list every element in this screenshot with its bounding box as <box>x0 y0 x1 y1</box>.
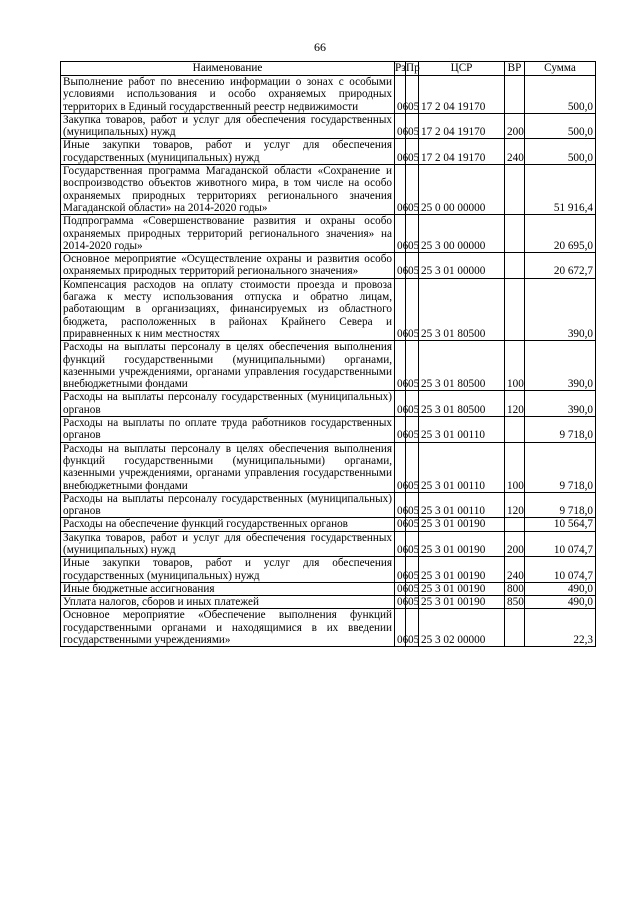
table-row <box>61 492 596 518</box>
cell-rz: 06 <box>395 596 406 609</box>
cell-pr: 05 <box>406 278 419 340</box>
cell-name: Иные закупки товаров, работ и услуг для обеспечения государственных (муниципальных) нужд <box>61 557 395 583</box>
cell-rz: 06 <box>395 76 406 114</box>
cell-pr: 05 <box>406 341 419 391</box>
cell-sum: 500,0 <box>525 113 596 139</box>
cell-vr: 800 <box>505 582 525 595</box>
cell-pr: 05 <box>406 76 419 114</box>
cell-sum: 22,3 <box>525 609 596 647</box>
cell-sum: 10 074,7 <box>525 557 596 583</box>
cell-name: Закупка товаров, работ и услуг для обеспечения государственных (муниципальных) нужд <box>61 113 395 139</box>
cell-rz: 06 <box>395 253 406 279</box>
cell-rz: 06 <box>395 609 406 647</box>
cell-name: Выполнение работ по внесению информации о зонах с особыми условиями использования и особо охраняемых природных территорих в Единый государственный реестр недвижимости <box>61 76 395 114</box>
cell-vr <box>505 278 525 340</box>
cell-rz: 06 <box>395 492 406 518</box>
table-row <box>61 582 596 595</box>
cell-sum: 20 672,7 <box>525 253 596 279</box>
table-row <box>61 113 596 139</box>
cell-vr <box>505 165 525 215</box>
cell-rz: 06 <box>395 442 406 492</box>
cell-sum: 390,0 <box>525 278 596 340</box>
cell-name: Расходы на обеспечение функций государственных органов <box>61 518 395 531</box>
cell-pr: 05 <box>406 165 419 215</box>
cell-csr: 25 3 01 80500 <box>419 341 505 391</box>
cell-csr: 25 3 01 00110 <box>419 492 505 518</box>
cell-sum: 20 695,0 <box>525 215 596 253</box>
cell-pr: 05 <box>406 557 419 583</box>
table-row <box>61 609 596 647</box>
cell-csr: 25 3 01 80500 <box>419 278 505 340</box>
cell-csr: 25 3 01 00190 <box>419 531 505 557</box>
cell-vr: 240 <box>505 557 525 583</box>
cell-vr <box>505 518 525 531</box>
cell-name: Подпрограмма «Совершенствование развития и охраны особо охраняемых природных территорий регионального значения» на 2014-2020 годы» <box>61 215 395 253</box>
table-row <box>61 253 596 279</box>
header-sum: Сумма <box>525 62 596 76</box>
header-pr: Пр <box>406 62 420 75</box>
cell-name: Иные бюджетные ассигнования <box>61 582 395 595</box>
cell-pr: 05 <box>406 139 419 165</box>
cell-vr: 240 <box>505 139 525 165</box>
cell-pr: 05 <box>406 391 419 417</box>
cell-vr <box>505 76 525 114</box>
cell-csr: 17 2 04 19170 <box>419 76 505 114</box>
cell-csr: 25 3 01 00110 <box>419 417 505 443</box>
cell-name: Основное мероприятие «Осуществление охраны и развития особо охраняемых природных территорий регионального значения» <box>61 253 395 279</box>
cell-sum: 9 718,0 <box>525 492 596 518</box>
cell-rz: 06 <box>395 215 406 253</box>
cell-sum: 390,0 <box>525 341 596 391</box>
table-row <box>61 278 596 340</box>
cell-sum: 500,0 <box>525 76 596 114</box>
cell-rz: 06 <box>395 391 406 417</box>
cell-name: Расходы на выплаты персоналу государственных (муниципальных) органов <box>61 492 395 518</box>
cell-csr: 25 3 01 00190 <box>419 518 505 531</box>
cell-name: Государственная программа Магаданской области «Сохранение и воспроизводство объектов животного мира, в том числе на особо охраняемых природных территориях регионального значения Магаданской области» на 2014-2020 годы» <box>61 165 395 215</box>
table-header-row <box>61 62 596 76</box>
cell-name: Уплата налогов, сборов и иных платежей <box>61 596 395 609</box>
header-name: Наименование <box>61 62 395 76</box>
cell-csr: 25 3 01 00190 <box>419 596 505 609</box>
budget-table <box>60 61 596 647</box>
cell-name: Компенсация расходов на оплату стоимости проезда и провоза багажа к месту использования отпуска и обратно лицам, работающим в организациях, финансируемых из областного бюджета, расположенных в районах Крайнего Севера и приравненных к ним местностях <box>61 278 395 340</box>
cell-pr: 05 <box>406 518 419 531</box>
cell-csr: 25 3 01 00190 <box>419 557 505 583</box>
cell-name: Закупка товаров, работ и услуг для обеспечения государственных (муниципальных) нужд <box>61 531 395 557</box>
cell-csr: 25 3 01 00000 <box>419 253 505 279</box>
cell-vr: 120 <box>505 492 525 518</box>
cell-csr: 25 3 02 00000 <box>419 609 505 647</box>
table-row <box>61 215 596 253</box>
cell-vr: 850 <box>505 596 525 609</box>
table-row <box>61 557 596 583</box>
cell-name: Расходы на выплаты персоналу государственных (муниципальных) органов <box>61 391 395 417</box>
cell-sum: 10 564,7 <box>525 518 596 531</box>
cell-sum: 490,0 <box>525 582 596 595</box>
cell-vr <box>505 417 525 443</box>
cell-sum: 390,0 <box>525 391 596 417</box>
cell-pr: 05 <box>406 492 419 518</box>
cell-sum: 500,0 <box>525 139 596 165</box>
cell-pr: 05 <box>406 609 419 647</box>
cell-csr: 17 2 04 19170 <box>419 139 505 165</box>
cell-rz: 06 <box>395 278 406 340</box>
cell-vr: 100 <box>505 442 525 492</box>
cell-pr: 05 <box>406 531 419 557</box>
cell-csr: 25 0 00 00000 <box>419 165 505 215</box>
header-vr: ВР <box>505 62 525 76</box>
cell-vr <box>505 253 525 279</box>
table-row <box>61 442 596 492</box>
cell-rz: 06 <box>395 557 406 583</box>
cell-vr: 200 <box>505 531 525 557</box>
cell-name: Основное мероприятие «Обеспечение выполнения функций государственными органами и находящимися в их введении государственными учреждениями» <box>61 609 395 647</box>
table-row <box>61 165 596 215</box>
cell-name: Расходы на выплаты персоналу в целях обеспечения выполнения функций государственными (муниципальными) органами, казенными учреждениями, органами управления государственными внебюджетными фондами <box>61 341 395 391</box>
cell-pr: 05 <box>406 596 419 609</box>
cell-rz: 06 <box>395 417 406 443</box>
cell-csr: 17 2 04 19170 <box>419 113 505 139</box>
cell-csr: 25 3 00 00000 <box>419 215 505 253</box>
table-row <box>61 417 596 443</box>
cell-name: Иные закупки товаров, работ и услуг для обеспечения государственных (муниципальных) нужд <box>61 139 395 165</box>
cell-vr: 200 <box>505 113 525 139</box>
cell-sum: 9 718,0 <box>525 442 596 492</box>
cell-csr: 25 3 01 80500 <box>419 391 505 417</box>
cell-csr: 25 3 01 00110 <box>419 442 505 492</box>
cell-sum: 9 718,0 <box>525 417 596 443</box>
cell-name: Расходы на выплаты персоналу в целях обеспечения выполнения функций государственными (муниципальными) органами, казенными учреждениями, органами управления государственными внебюджетными фондами <box>61 442 395 492</box>
table-row <box>61 341 596 391</box>
cell-rz: 06 <box>395 582 406 595</box>
cell-pr: 05 <box>406 442 419 492</box>
page-number: 66 <box>314 40 326 54</box>
header-csr: ЦСР <box>419 62 505 76</box>
cell-vr <box>505 609 525 647</box>
table-row <box>61 596 596 609</box>
cell-sum: 490,0 <box>525 596 596 609</box>
header-rz: Рз <box>395 62 406 75</box>
cell-pr: 05 <box>406 417 419 443</box>
cell-vr: 100 <box>505 341 525 391</box>
cell-sum: 10 074,7 <box>525 531 596 557</box>
cell-vr <box>505 215 525 253</box>
cell-name: Расходы на выплаты по оплате труда работников государственных органов <box>61 417 395 443</box>
table-row <box>61 76 596 114</box>
cell-rz: 06 <box>395 139 406 165</box>
cell-pr: 05 <box>406 113 419 139</box>
cell-rz: 06 <box>395 165 406 215</box>
cell-rz: 06 <box>395 341 406 391</box>
table-row <box>61 518 596 531</box>
cell-csr: 25 3 01 00190 <box>419 582 505 595</box>
table-row <box>61 139 596 165</box>
cell-sum: 51 916,4 <box>525 165 596 215</box>
table-row <box>61 531 596 557</box>
cell-pr: 05 <box>406 582 419 595</box>
cell-vr: 120 <box>505 391 525 417</box>
cell-rz: 06 <box>395 518 406 531</box>
table-body <box>61 76 596 647</box>
cell-rz: 06 <box>395 113 406 139</box>
table-row <box>61 391 596 417</box>
cell-pr: 05 <box>406 253 419 279</box>
cell-pr: 05 <box>406 215 419 253</box>
cell-rz: 06 <box>395 531 406 557</box>
